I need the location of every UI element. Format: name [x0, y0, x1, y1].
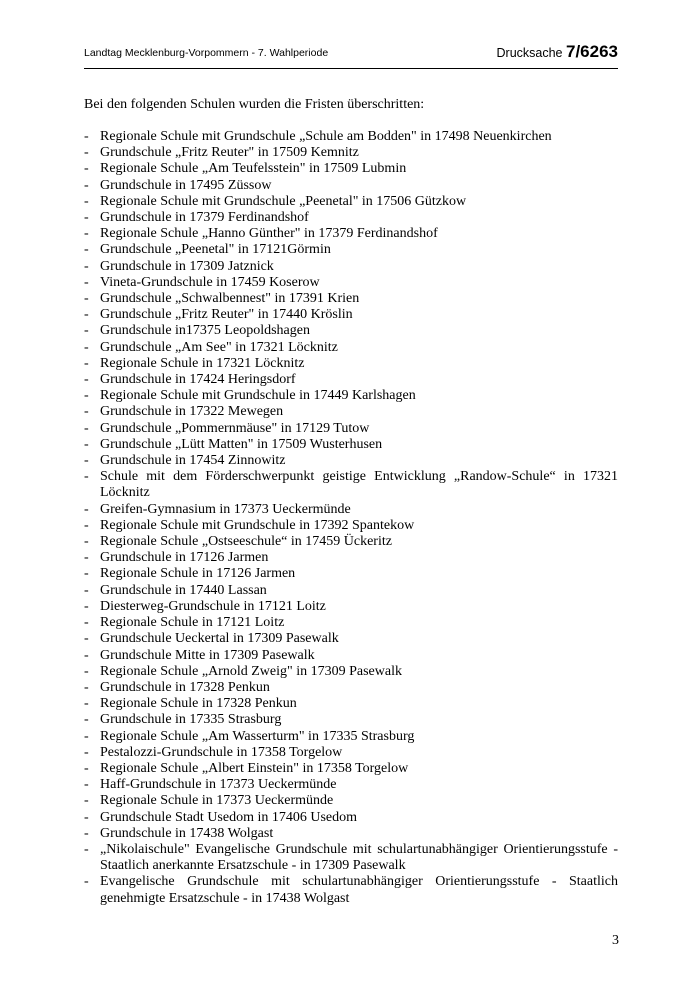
school-entry: Grundschule „Fritz Reuter" in 17509 Kemnitz [100, 145, 359, 161]
list-bullet: - [84, 874, 89, 890]
school-entry: Grundschule in 17379 Ferdinandshof [100, 210, 309, 226]
school-entry: Grundschule „Fritz Reuter" in 17440 Kröslin [100, 307, 353, 323]
list-bullet: - [84, 388, 89, 404]
list-bullet: - [84, 534, 89, 550]
intro-text: Bei den folgenden Schulen wurden die Fristen überschritten: [84, 97, 425, 112]
school-entry: Grundschule in 17495 Züssow [100, 177, 272, 193]
school-entry: Haff-Grundschule in 17373 Ueckermünde [100, 777, 337, 793]
list-bullet: - [84, 615, 89, 631]
list-item [84, 161, 618, 177]
school-entry: Regionale Schule „Arnold Zweig" in 17309 Pasewalk [100, 663, 402, 679]
school-entry: Grundschule in 17322 Mewegen [100, 404, 284, 420]
school-entry: Regionale Schule in 17121 Loitz [100, 615, 285, 631]
school-entry: Regionale Schule „Ostseeschule“ in 17459 Ückeritz [100, 534, 392, 550]
school-entry: Grundschule in 17335 Strasburg [100, 712, 282, 728]
list-bullet: - [84, 210, 89, 226]
school-entry: Regionale Schule in 17126 Jarmen [100, 566, 296, 582]
school-entry: Grundschule „Peenetal" in 17121Görmin [100, 242, 331, 258]
list-bullet: - [84, 744, 89, 760]
list-bullet: - [84, 793, 89, 809]
list-bullet: - [84, 291, 89, 307]
list-bullet: - [84, 469, 89, 485]
list-item [84, 242, 618, 258]
list-item [84, 323, 618, 339]
document-label: Drucksache [496, 46, 566, 60]
list-item [84, 372, 618, 388]
list-item [84, 729, 618, 745]
list-bullet: - [84, 760, 89, 776]
list-bullet: - [84, 242, 89, 258]
list-bullet: - [84, 323, 89, 339]
list-item [84, 145, 618, 161]
school-entry: Regionale Schule in 17321 Löcknitz [100, 355, 305, 371]
school-entry: Regionale Schule in 17328 Penkun [100, 696, 297, 712]
list-bullet: - [84, 712, 89, 728]
list-bullet: - [84, 339, 89, 355]
list-bullet: - [84, 841, 89, 857]
list-item [84, 437, 618, 453]
school-entry: Pestalozzi-Grundschule in 17358 Torgelow [100, 744, 343, 760]
list-item [84, 259, 618, 275]
school-entry: Grundschule „Pommernmäuse" in 17129 Tutow [100, 420, 370, 436]
school-entry: Grundschule Mitte in 17309 Pasewalk [100, 647, 315, 663]
list-bullet: - [84, 404, 89, 420]
list-bullet: - [84, 420, 89, 436]
list-item [84, 178, 618, 194]
list-bullet: - [84, 647, 89, 663]
list-bullet: - [84, 566, 89, 582]
school-entry: Regionale Schule „Am Teufelsstein" in 17509 Lubmin [100, 161, 407, 177]
document-reference [497, 42, 618, 62]
list-item [84, 518, 618, 534]
list-bullet: - [84, 728, 89, 744]
list-item [84, 874, 618, 906]
school-entry: „Nikolaischule" Evangelische Grundschule mit schulartunabhängiger Orientierungsstufe - Staatlich anerkannte Ersatzschule - in 17309 Pasewalk [100, 841, 618, 874]
list-item [84, 777, 618, 793]
list-item [84, 761, 618, 777]
school-entry: Grundschule in 17126 Jarmen [100, 550, 269, 566]
list-bullet: - [84, 145, 89, 161]
list-item [84, 307, 618, 323]
list-bullet: - [84, 193, 89, 209]
school-entry: Diesterweg-Grundschule in 17121 Loitz [100, 598, 326, 614]
list-bullet: - [84, 453, 89, 469]
list-bullet: - [84, 517, 89, 533]
list-bullet: - [84, 501, 89, 517]
list-item [84, 615, 618, 631]
list-item [84, 356, 618, 372]
school-entry: Regionale Schule mit Grundschule „Peenetal" in 17506 Gützkow [100, 193, 467, 209]
list-item [84, 599, 618, 615]
list-item [84, 631, 618, 647]
school-entry: Grundschule in 17454 Zinnowitz [100, 453, 286, 469]
school-entry: Regionale Schule „Albert Einstein" in 17358 Torgelow [100, 760, 409, 776]
list-bullet: - [84, 825, 89, 841]
list-item [84, 534, 618, 550]
list-item [84, 453, 618, 469]
list-bullet: - [84, 372, 89, 388]
list-item [84, 680, 618, 696]
list-item [84, 340, 618, 356]
list-item [84, 210, 618, 226]
list-bullet: - [84, 679, 89, 695]
list-bullet: - [84, 355, 89, 371]
list-bullet: - [84, 550, 89, 566]
school-entry: Grundschule Ueckertal in 17309 Pasewalk [100, 631, 339, 647]
list-item [84, 502, 618, 518]
list-bullet: - [84, 696, 89, 712]
list-bullet: - [84, 809, 89, 825]
list-item [84, 842, 618, 874]
school-entry: Grundschule in17375 Leopoldshagen [100, 323, 310, 339]
list-item [84, 793, 618, 809]
school-entry: Regionale Schule „Hanno Günther" in 17379 Ferdinandshof [100, 226, 438, 242]
list-bullet: - [84, 129, 89, 144]
list-bullet: - [84, 598, 89, 614]
list-bullet: - [84, 631, 89, 647]
school-entry: Evangelische Grundschule mit schulartunabhängiger Orientierungsstufe - Staatlich genehmigte Ersatzschule - in 17438 Wolgast [100, 874, 618, 906]
list-bullet: - [84, 777, 89, 793]
list-item [84, 421, 618, 437]
list-bullet: - [84, 663, 89, 679]
list-item [84, 275, 618, 291]
document-number: 7/6263 [566, 42, 618, 61]
school-entry: Schule mit dem Förderschwerpunkt geistige Entwicklung „Randow-Schule“ in 17321 Löcknitz [100, 469, 618, 501]
page-number: 3 [612, 933, 619, 948]
list-item [84, 583, 618, 599]
school-entry: Grundschule in 17328 Penkun [100, 679, 270, 695]
list-bullet: - [84, 226, 89, 242]
school-entry: Greifen-Gymnasium in 17373 Ueckermünde [100, 501, 351, 517]
school-entry: Grundschule in 17440 Lassan [100, 582, 267, 598]
school-entry: Regionale Schule in 17373 Ueckermünde [100, 793, 334, 809]
page-header [84, 40, 618, 69]
list-item [84, 664, 618, 680]
list-bullet: - [84, 436, 89, 452]
list-item [84, 388, 618, 404]
list-item [84, 810, 618, 826]
school-entry: Grundschule in 17309 Jatznick [100, 258, 274, 274]
list-bullet: - [84, 582, 89, 598]
school-entry: Regionale Schule mit Grundschule in 17449 Karlshagen [100, 388, 416, 404]
school-entry: Vineta-Grundschule in 17459 Koserow [100, 274, 320, 290]
list-bullet: - [84, 161, 89, 177]
list-item [84, 550, 618, 566]
list-item [84, 696, 618, 712]
school-list [84, 129, 618, 907]
parliament-name: Landtag Mecklenburg-Vorpommern - 7. Wahlperiode [84, 47, 329, 59]
list-bullet: - [84, 258, 89, 274]
school-entry: Grundschule „Lütt Matten" in 17509 Wusterhusen [100, 436, 383, 452]
list-item [84, 648, 618, 664]
list-item [84, 745, 618, 761]
list-item [84, 129, 618, 145]
list-item [84, 226, 618, 242]
list-bullet: - [84, 274, 89, 290]
school-entry: Grundschule in 17424 Heringsdorf [100, 372, 296, 388]
school-entry: Regionale Schule „Am Wasserturm" in 17335 Strasburg [100, 728, 415, 744]
school-entry: Grundschule „Schwalbennest" in 17391 Krien [100, 291, 360, 307]
list-item [84, 404, 618, 420]
list-item [84, 826, 618, 842]
school-entry: Grundschule in 17438 Wolgast [100, 825, 274, 841]
school-entry: Regionale Schule mit Grundschule „Schule am Bodden" in 17498 Neuenkirchen [100, 129, 552, 144]
list-bullet: - [84, 307, 89, 323]
list-item [84, 712, 618, 728]
list-item [84, 291, 618, 307]
school-entry: Grundschule Stadt Usedom in 17406 Usedom [100, 809, 358, 825]
list-item [84, 469, 618, 501]
list-item [84, 194, 618, 210]
school-entry: Regionale Schule mit Grundschule in 17392 Spantekow [100, 517, 415, 533]
list-item [84, 566, 618, 582]
list-bullet: - [84, 177, 89, 193]
school-entry: Grundschule „Am See" in 17321 Löcknitz [100, 339, 338, 355]
